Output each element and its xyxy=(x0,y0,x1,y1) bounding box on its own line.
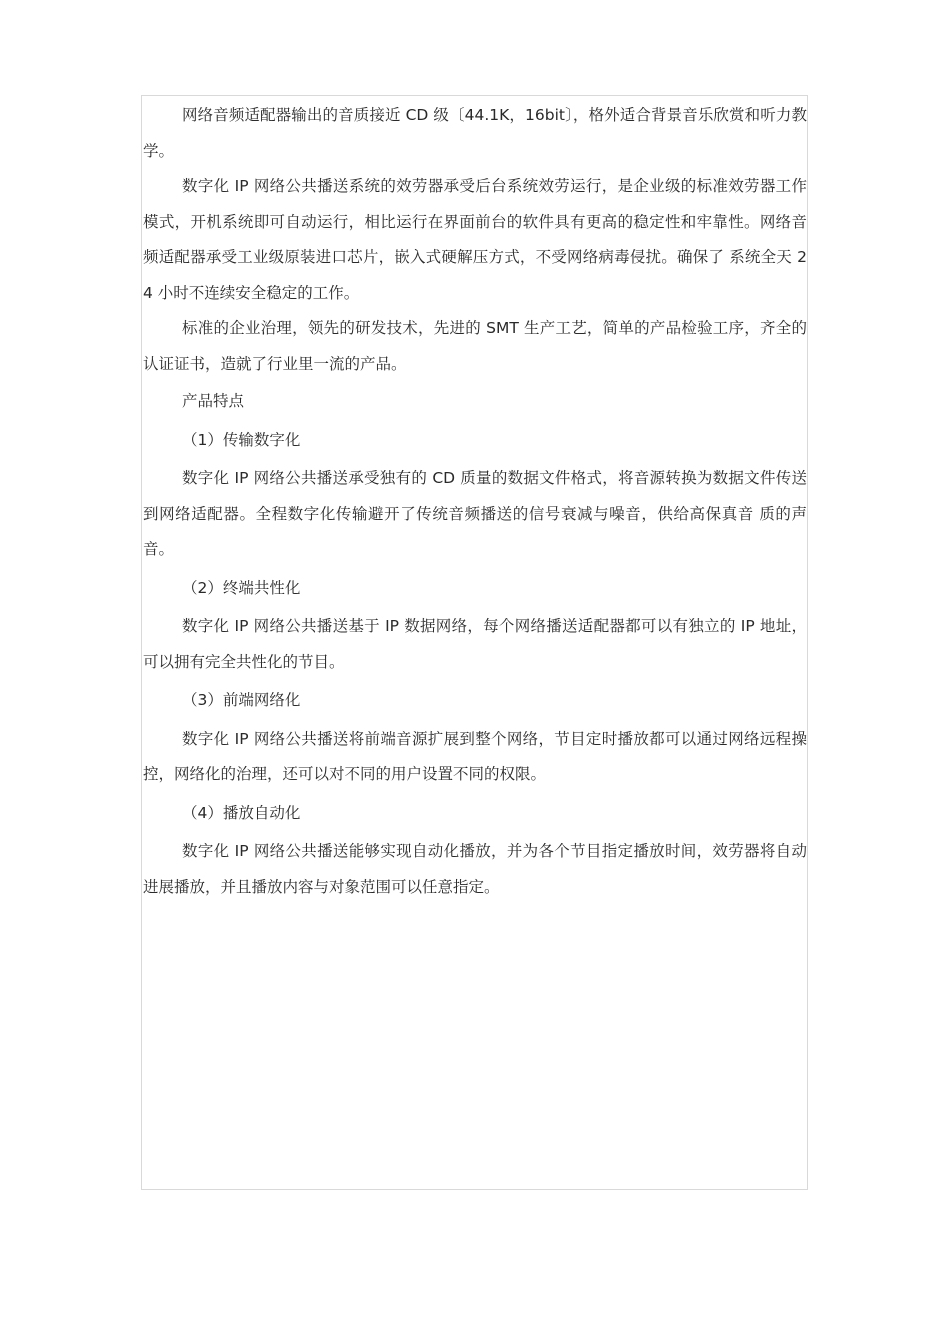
feature-title-4: （4）播放自动化 xyxy=(182,803,301,822)
feature-title-3: （3）前端网络化 xyxy=(182,691,301,709)
feature-body-1: 数字化 IP 网络公共播送承受独有的 CD 质量的数据文件格式，将音源转换为数据文件传送到网络适配器。全程数字化传输避开了传统音频播送的信号衰减与噪音，供给高保真音 质的声音。 xyxy=(143,469,807,558)
features-heading: 产品特点 xyxy=(182,392,245,410)
document-body xyxy=(143,98,807,905)
intro-paragraph-2: 数字化 IP 网络公共播送系统的效劳器承受后台系统效劳运行，是企业级的标准效劳器工作模式，开机系统即可自动运行，相比运行在界面前台的软件具有更高的稳定性和牢靠性。网络音频适配器承受工业级原装进口芯片，嵌入式硬解压方式，不受网络病毒侵扰。确保了 系统全天 24 小时不连续安全稳定的工作。 xyxy=(143,177,807,302)
feature-body-3: 数字化 IP 网络公共播送将前端音源扩展到整个网络，节目定时播放都可以通过网络远程操控，网络化的治理，还可以对不同的用户设置不同的权限。 xyxy=(143,729,807,783)
intro-paragraph-1: 网络音频适配器输出的音质接近 CD 级〔44.1K，16bit〕，格外适合背景音乐欣赏和听力教学。 xyxy=(143,106,807,160)
feature-title-2: （2）终端共性化 xyxy=(182,578,301,597)
feature-title-1: （1）传输数字化 xyxy=(182,430,301,449)
feature-body-2: 数字化 IP 网络公共播送基于 IP 数据网络，每个网络播送适配器都可以有独立的 IP 地址，可以拥有完全共性化的节目。 xyxy=(143,617,807,671)
feature-body-4: 数字化 IP 网络公共播送能够实现自动化播放，并为各个节目指定播放时间，效劳器将自动进展播放，并且播放内容与对象范围可以任意指定。 xyxy=(143,842,807,896)
intro-paragraph-3: 标准的企业治理，领先的研发技术，先进的 SMT 生产工艺，简单的产品检验工序，齐全的认证证书，造就了行业里一流的产品。 xyxy=(143,319,807,373)
